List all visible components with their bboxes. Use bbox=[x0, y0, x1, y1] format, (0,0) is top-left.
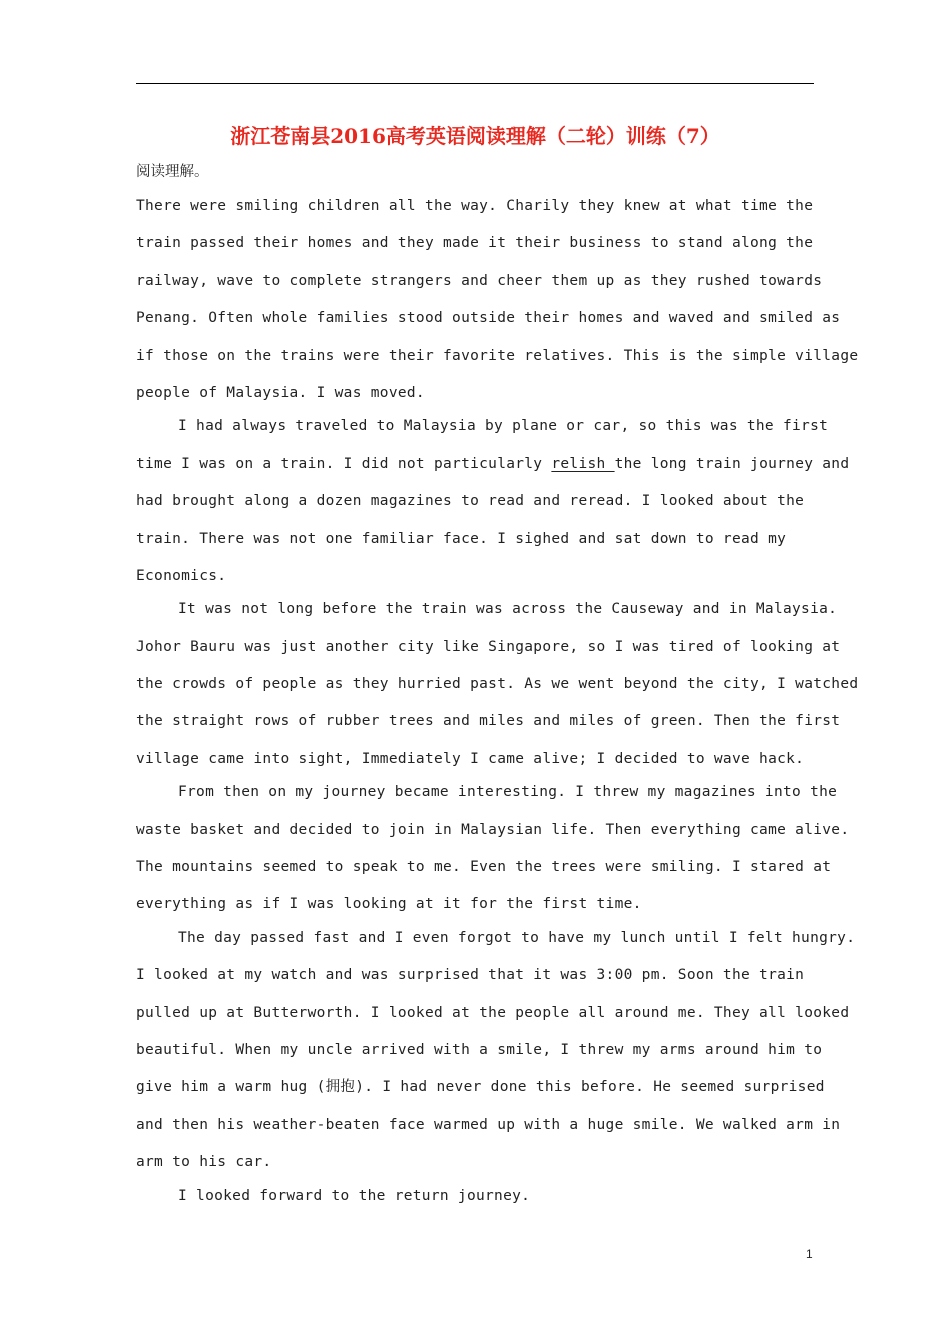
text-line: I looked at my watch and was surprised that it was 3:00 pm. Soon the train bbox=[136, 967, 805, 984]
paragraph-3 bbox=[136, 596, 859, 783]
text-line: The day passed fast and I even forgot to have my lunch until I felt hungry. bbox=[178, 929, 856, 946]
text-line: everything as if I was looking at it for the first time. bbox=[136, 896, 642, 913]
text-line: Economics. bbox=[136, 567, 227, 584]
text-line: There were smiling children all the way. Charily they knew at what time the bbox=[136, 198, 814, 214]
text-line: From then on my journey became interesting. I threw my magazines into the bbox=[178, 784, 838, 801]
paragraph-6 bbox=[136, 1183, 836, 1220]
text-line: Penang. Often whole families stood outside their homes and waved and smiled as bbox=[136, 310, 841, 327]
text-line: had brought along a dozen magazines to read and reread. I looked about the bbox=[136, 493, 805, 510]
text-line: I had always traveled to Malaysia by plane or car, so this was the first bbox=[178, 418, 829, 435]
text-line: The mountains seemed to speak to me. Even the trees were smiling. I stared at bbox=[136, 859, 832, 876]
page-number: 1 bbox=[806, 1247, 813, 1261]
text-line: people of Malaysia. I was moved. bbox=[136, 384, 425, 401]
text-line: if those on the trains were their favorite relatives. This is the simple village bbox=[136, 347, 859, 364]
text-line: and then his weather-beaten face warmed up with a huge smile. We walked arm in bbox=[136, 1116, 841, 1133]
text-line: the straight rows of rubber trees and miles and miles of green. Then the first bbox=[136, 713, 841, 730]
paragraph-5 bbox=[136, 925, 856, 1187]
page-title: 浙江苍南县2016高考英语阅读理解（二轮）训练（7） bbox=[230, 124, 720, 148]
paragraph-1 bbox=[136, 193, 859, 417]
text-line: It was not long before the train was across the Causeway and in Malaysia. bbox=[178, 601, 838, 618]
text-line: waste basket and decided to join in Malaysian life. Then everything came alive. bbox=[136, 821, 850, 838]
underlined-vocabulary-word: relish bbox=[551, 455, 615, 472]
text-segment: time I was on a train. I did not particularly bbox=[136, 455, 552, 472]
text-line: Johor Bauru was just another city like Singapore, so I was tired of looking at bbox=[136, 638, 841, 655]
header-rule bbox=[136, 83, 814, 84]
paragraph-2 bbox=[136, 413, 850, 600]
text-line: give him a warm hug (拥抱). I had never done this before. He seemed surprised bbox=[136, 1079, 825, 1096]
reading-passage bbox=[136, 193, 859, 1216]
text-line: arm to his car. bbox=[136, 1154, 272, 1171]
text-segment: the long train journey and bbox=[614, 455, 850, 472]
text-line: train. There was not one familiar face. I sighed and sat down to read my bbox=[136, 530, 787, 547]
section-label: 阅读理解。 bbox=[136, 164, 209, 180]
text-line: beautiful. When my uncle arrived with a smile, I threw my arms around him to bbox=[136, 1041, 823, 1058]
text-line: train passed their homes and they made it their business to stand along the bbox=[136, 235, 814, 252]
text-line: railway, wave to complete strangers and cheer them up as they rushed towards bbox=[136, 272, 823, 289]
text-line: pulled up at Butterworth. I looked at the people all around me. They all looked bbox=[136, 1004, 850, 1021]
text-line: village came into sight, Immediately I came alive; I decided to wave hack. bbox=[136, 750, 805, 767]
paragraph-4 bbox=[136, 779, 850, 929]
text-line: the crowds of people as they hurried past. As we went beyond the city, I watched bbox=[136, 676, 859, 693]
text-line: I looked forward to the return journey. bbox=[178, 1187, 531, 1204]
text-line-with-underline bbox=[136, 451, 850, 488]
